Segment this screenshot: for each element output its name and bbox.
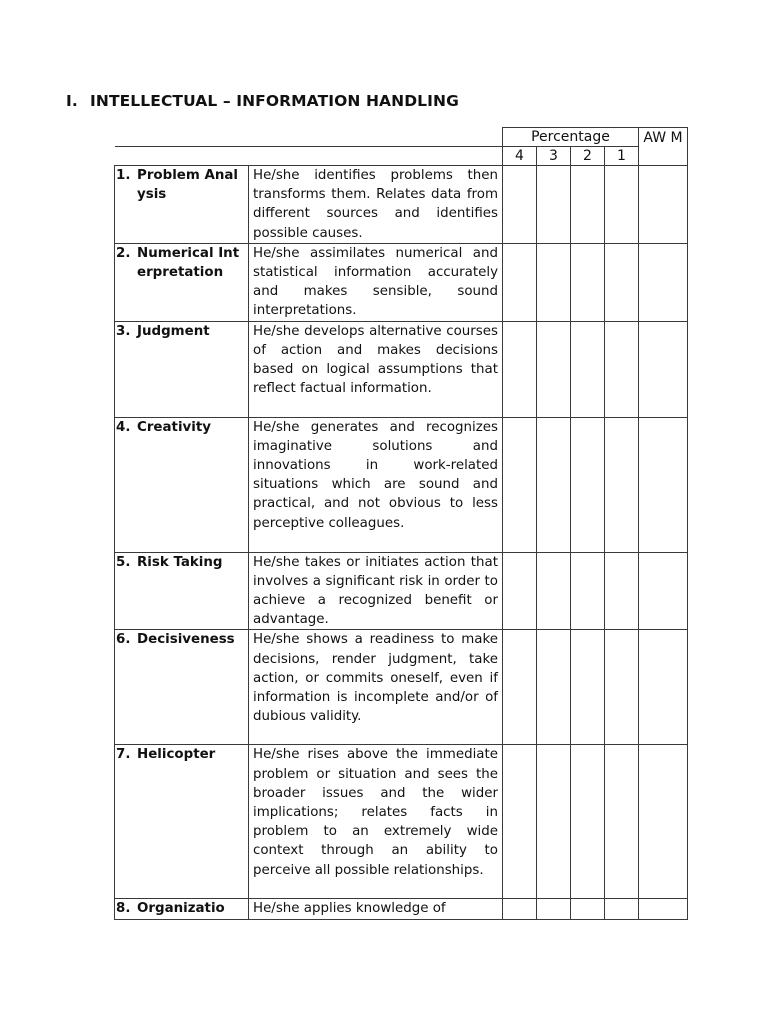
criterion-name: Organizatio [137,901,225,917]
criteria-row [115,552,688,630]
criteria-row [115,417,688,552]
score-4-cell[interactable] [503,630,537,745]
criterion-cell [115,417,249,552]
criteria-row [115,243,688,321]
criterion-description: He/she assimilates numerical and statistical information accurately and makes sensible, sound interpretations. [249,243,503,321]
awm-header: AW M [639,128,688,166]
criterion-cell [115,899,249,919]
score-3-cell[interactable] [537,630,571,745]
assessment-table [114,127,688,920]
section-title: INTELLECTUAL – INFORMATION HANDLING [90,92,459,110]
criterion-name: Creativity [137,419,211,435]
score-1-cell[interactable] [605,899,639,919]
criterion-name: Helicopter [137,747,216,763]
score-1-cell[interactable] [605,417,639,552]
score-2-cell[interactable] [571,417,605,552]
score-4-cell[interactable] [503,552,537,630]
score-header-3: 3 [537,147,571,166]
score-4-cell[interactable] [503,745,537,899]
score-3-cell[interactable] [537,417,571,552]
score-3-cell[interactable] [537,243,571,321]
score-3-cell[interactable] [537,899,571,919]
criterion-name: Numerical Interpretation [137,245,240,281]
percentage-header: Percentage [503,128,639,147]
criterion-number: 6. [116,632,131,648]
criteria-row [115,899,688,919]
criterion-cell [115,745,249,899]
score-4-cell[interactable] [503,321,537,417]
score-4-cell[interactable] [503,899,537,919]
score-1-cell[interactable] [605,630,639,745]
score-4-cell[interactable] [503,243,537,321]
criterion-description: He/she takes or initiates action that involves a significant risk in order to achieve a recognized benefit or advantage. [249,552,503,630]
awm-cell[interactable] [639,552,688,630]
header-row-top [115,128,688,147]
section-heading [66,92,459,110]
score-2-cell[interactable] [571,321,605,417]
score-1-cell[interactable] [605,552,639,630]
criteria-row [115,745,688,899]
awm-cell[interactable] [639,899,688,919]
score-3-cell[interactable] [537,745,571,899]
criterion-description: He/she shows a readiness to make decisions, render judgment, take action, or commits oneself, even if information is incomplete and/or of dubious validity. [249,630,503,745]
criterion-cell [115,630,249,745]
criterion-description: He/she identifies problems then transforms them. Relates data from different sources and identifies possible causes. [249,166,503,244]
criterion-number: 4. [116,419,131,435]
criteria-row [115,166,688,244]
section-number: I. [66,92,78,110]
awm-cell[interactable] [639,321,688,417]
score-2-cell[interactable] [571,899,605,919]
score-1-cell[interactable] [605,745,639,899]
score-header-1: 1 [605,147,639,166]
criterion-cell [115,321,249,417]
criteria-row [115,321,688,417]
criterion-cell [115,166,249,244]
score-1-cell[interactable] [605,243,639,321]
criteria-row [115,630,688,745]
awm-cell[interactable] [639,417,688,552]
awm-cell[interactable] [639,630,688,745]
criterion-description: He/she develops alternative courses of action and makes decisions based on logical assumptions that reflect factual information. [249,321,503,417]
score-header-4: 4 [503,147,537,166]
criterion-description: He/she applies knowledge of [249,899,503,919]
score-3-cell[interactable] [537,166,571,244]
criterion-number: 3. [116,323,131,339]
criterion-description: He/she generates and recognizes imaginative solutions and innovations in work-related situations which are sound and practical, and not obvious to less perceptive colleagues. [249,417,503,552]
score-2-cell[interactable] [571,166,605,244]
score-header-2: 2 [571,147,605,166]
score-2-cell[interactable] [571,552,605,630]
score-3-cell[interactable] [537,321,571,417]
criterion-number: 5. [116,554,131,570]
criterion-number: 7. [116,747,131,763]
score-4-cell[interactable] [503,166,537,244]
criterion-name: Risk Taking [137,554,223,570]
criterion-number: 1. [116,168,131,183]
header-blank [115,128,503,147]
header-blank-2 [115,147,503,166]
criterion-name: Decisiveness [137,632,235,648]
criterion-cell [115,552,249,630]
score-4-cell[interactable] [503,417,537,552]
score-3-cell[interactable] [537,552,571,630]
score-2-cell[interactable] [571,630,605,745]
score-1-cell[interactable] [605,166,639,244]
awm-cell[interactable] [639,166,688,244]
criterion-number: 8. [116,901,131,917]
criterion-name: Judgment [137,323,210,339]
score-2-cell[interactable] [571,243,605,321]
criterion-cell [115,243,249,321]
header-row-scores [115,147,688,166]
score-1-cell[interactable] [605,321,639,417]
awm-cell[interactable] [639,243,688,321]
criterion-description: He/she rises above the immediate problem or situation and sees the broader issues and the wider implications; relates facts in problem to an extremely wide context through an ability to perceive all possible relationships. [249,745,503,899]
score-2-cell[interactable] [571,745,605,899]
criterion-name: Problem Analysis [137,168,239,203]
criterion-number: 2. [116,245,131,261]
awm-cell[interactable] [639,745,688,899]
